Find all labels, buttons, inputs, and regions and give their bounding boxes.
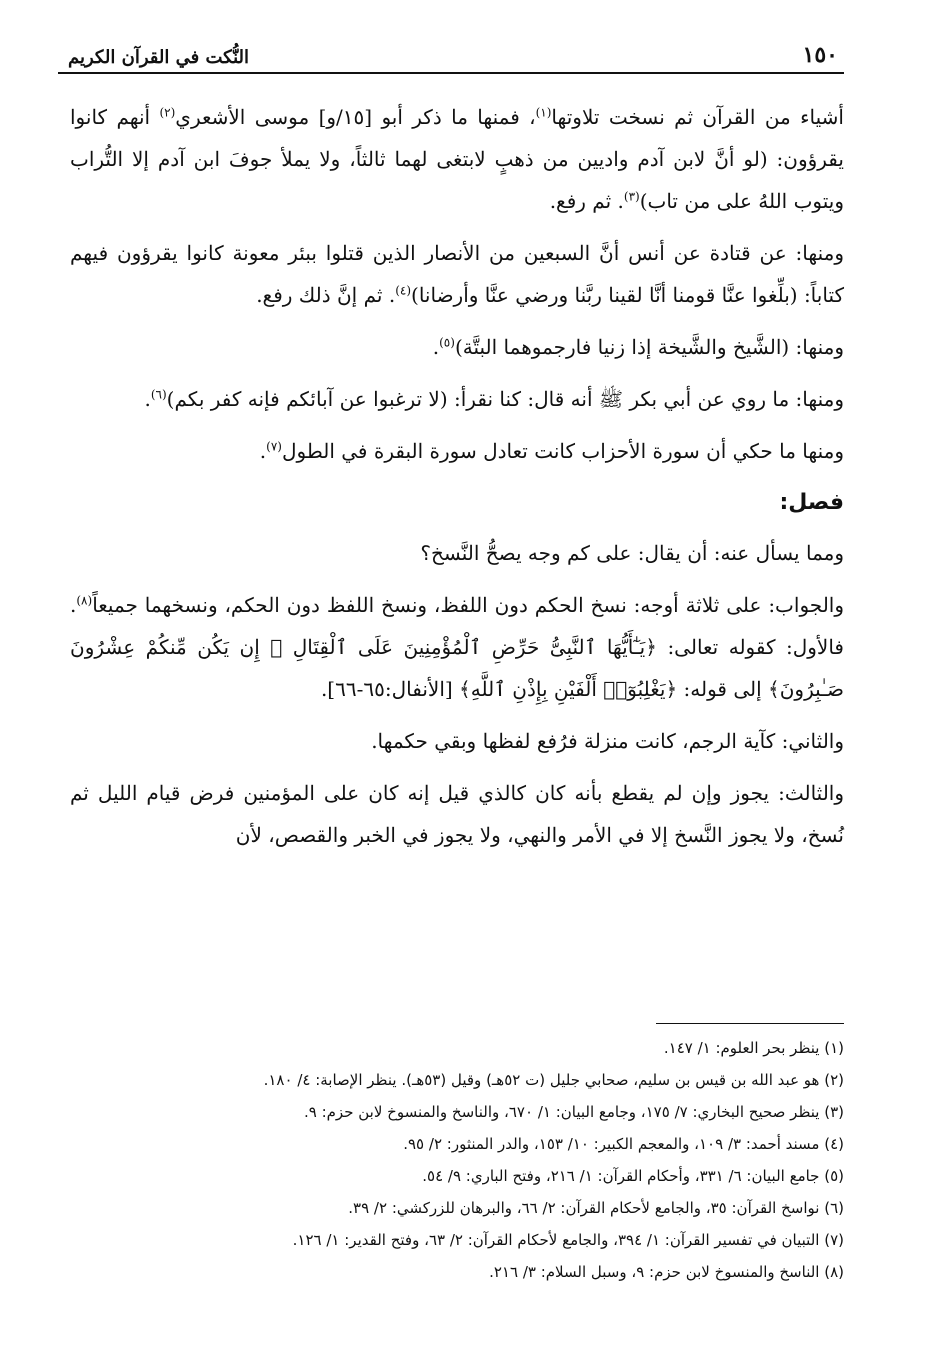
text-run: . <box>144 387 151 411</box>
text-run: أنهم كانوا يقرؤون: (لو أنَّ لابن آدم واديين من ذهبٍ لابتغى لهما ثالثاً، ولا يملأ جوفَ ابن آدم إلا التُّراب ويتوب اللهُ على من تاب) <box>70 105 844 213</box>
paragraph-second-type: والثاني: كآية الرجم، كانت منزلة فرُفع لفظها وبقي حكمها. <box>371 729 844 753</box>
text-run: . <box>432 335 440 359</box>
text-run: ومنها: عن قتادة عن أنس أنَّ السبعين من الأنصار الذين قتلوا ببئر معونة كانوا يقرؤون فيهم كتاباً: (بلِّغوا عنَّا قومنا أنَّا لقينا ربَّنا ورضي عنَّا وأرضانا) <box>70 241 844 307</box>
paragraph-abrogated-recitation <box>70 96 844 222</box>
footnote-divider <box>656 1023 844 1024</box>
footnotes <box>70 1032 844 1288</box>
paragraph-abu-bakr <box>70 378 844 420</box>
footnote-ref-3: (٣) <box>623 189 640 204</box>
text-run: ومنها: (الشَّيخ والشَّيخة إذا زنيا فارجموهما البتَّة) <box>454 335 844 359</box>
main-text <box>70 96 844 866</box>
footnote-ref-1: (١) <box>535 105 552 120</box>
page-number: ١٥٠ <box>802 42 838 68</box>
paragraph-al-ahzab <box>70 430 844 472</box>
footnote-item: (١) ينظر بحر العلوم: ١/ ١٤٧. <box>663 1039 844 1057</box>
text-run: . فالأول: كقوله تعالى: ﴿يَـٰٓأَيُّهَا ٱلنَّبِىُّ حَرِّضِ ٱلْمُؤْمِنِينَ عَلَى ٱلْقِتَالِ ۚ إِن يَكُن مِّنكُمْ عِشْرُونَ صَـٰبِرُونَ﴾ إلى قوله: ﴿يَغْلِبُوٓا۟ أَلْفَيْنِ بِإِذْنِ ٱللَّهِ﴾ [الأنفال:٦٥-٦٦]. <box>70 593 844 701</box>
footnote-ref-4: (٤) <box>395 283 412 298</box>
text-run: ومنها ما حكي أن سورة الأحزاب كانت تعادل سورة البقرة في الطول <box>281 439 844 463</box>
text-run: ، فمنها ما ذكر أبو [١٥/و] موسى الأشعري <box>175 105 536 129</box>
text-run: . <box>259 439 267 463</box>
paragraph-answer <box>70 584 844 710</box>
page-header <box>58 40 844 74</box>
text-run: والجواب: على ثلاثة أوجه: نسخ الحكم دون اللفظ، ونسخ اللفظ دون الحكم، ونسخهما جميعاً <box>92 593 844 617</box>
footnote-item: (٤) مسند أحمد: ٣/ ١٠٩، والمعجم الكبير: ١٠/ ١٥٣، والدر المنثور: ٢/ ٩٥. <box>403 1135 844 1153</box>
text-run: ومنها: ما روي عن أبي بكر ﷺ أنه قال: كنا نقرأ: (لا ترغبوا عن آبائكم فإنه كفر بكم) <box>166 387 844 411</box>
footnote-ref-7: (٧) <box>266 439 282 454</box>
text-run: أشياء من القرآن ثم نسخت تلاوتها <box>551 105 844 129</box>
paragraph-question: ومما يسأل عنه: أن يقال: على كم وجه يصحُّ النَّسخ؟ <box>420 541 844 565</box>
footnote-item: (٦) نواسخ القرآن: ٣٥، والجامع لأحكام القرآن: ٢/ ٦٦، والبرهان للزركشي: ٢/ ٣٩. <box>348 1199 844 1217</box>
paragraph-stoning-verse <box>70 326 844 368</box>
footnote-item: (٥) جامع البيان: ٦/ ٣٣١، وأحكام القرآن: ١/ ٢١٦، وفتح الباري: ٩/ ٥٤. <box>422 1167 844 1185</box>
footnote-item: (٧) التبيان في تفسير القرآن: ١/ ٣٩٤، والجامع لأحكام القرآن: ٢/ ٦٣، وفتح القدير: ١/ ١٢٦. <box>292 1231 844 1249</box>
text-run: . ثم إنَّ ذلك رفع. <box>256 283 396 307</box>
paragraph-third-type: والثالث: يجوز وإن لم يقطع بأنه كان كالذي قيل إنه كان على المؤمنين فرض قيام الليل ثم نُسخ، ولا يجوز النَّسخ إلا في الأمر والنهي، ولا يجوز في الخبر والقصص، لأن <box>70 781 844 847</box>
footnote-ref-5: (٥) <box>439 335 455 350</box>
footnote-ref-6: (٦) <box>150 387 167 402</box>
footnote-ref-8: (٨) <box>76 593 93 608</box>
text-run: . ثم رفع. <box>549 189 624 213</box>
footnote-item: (٣) ينظر صحيح البخاري: ٧/ ١٧٥، وجامع البيان: ١/ ٦٧٠، والناسخ والمنسوخ لابن حزم: ٩. <box>303 1103 844 1121</box>
footnote-item: (٨) الناسخ والمنسوخ لابن حزم: ٩، وسبل السلام: ٣/ ٢١٦. <box>489 1263 844 1281</box>
paragraph-bir-mauna <box>70 232 844 316</box>
running-title: النُّكت في القرآن الكريم <box>68 47 250 68</box>
section-heading: فصل: <box>779 490 844 515</box>
footnote-ref-2: (٢) <box>159 105 176 120</box>
footnote-item: (٢) هو عبد الله بن قيس بن سليم، صحابي جليل (ت ٥٢هـ) وقيل (٥٣هـ). ينظر الإصابة: ٤/ ١٨٠. <box>263 1071 844 1089</box>
